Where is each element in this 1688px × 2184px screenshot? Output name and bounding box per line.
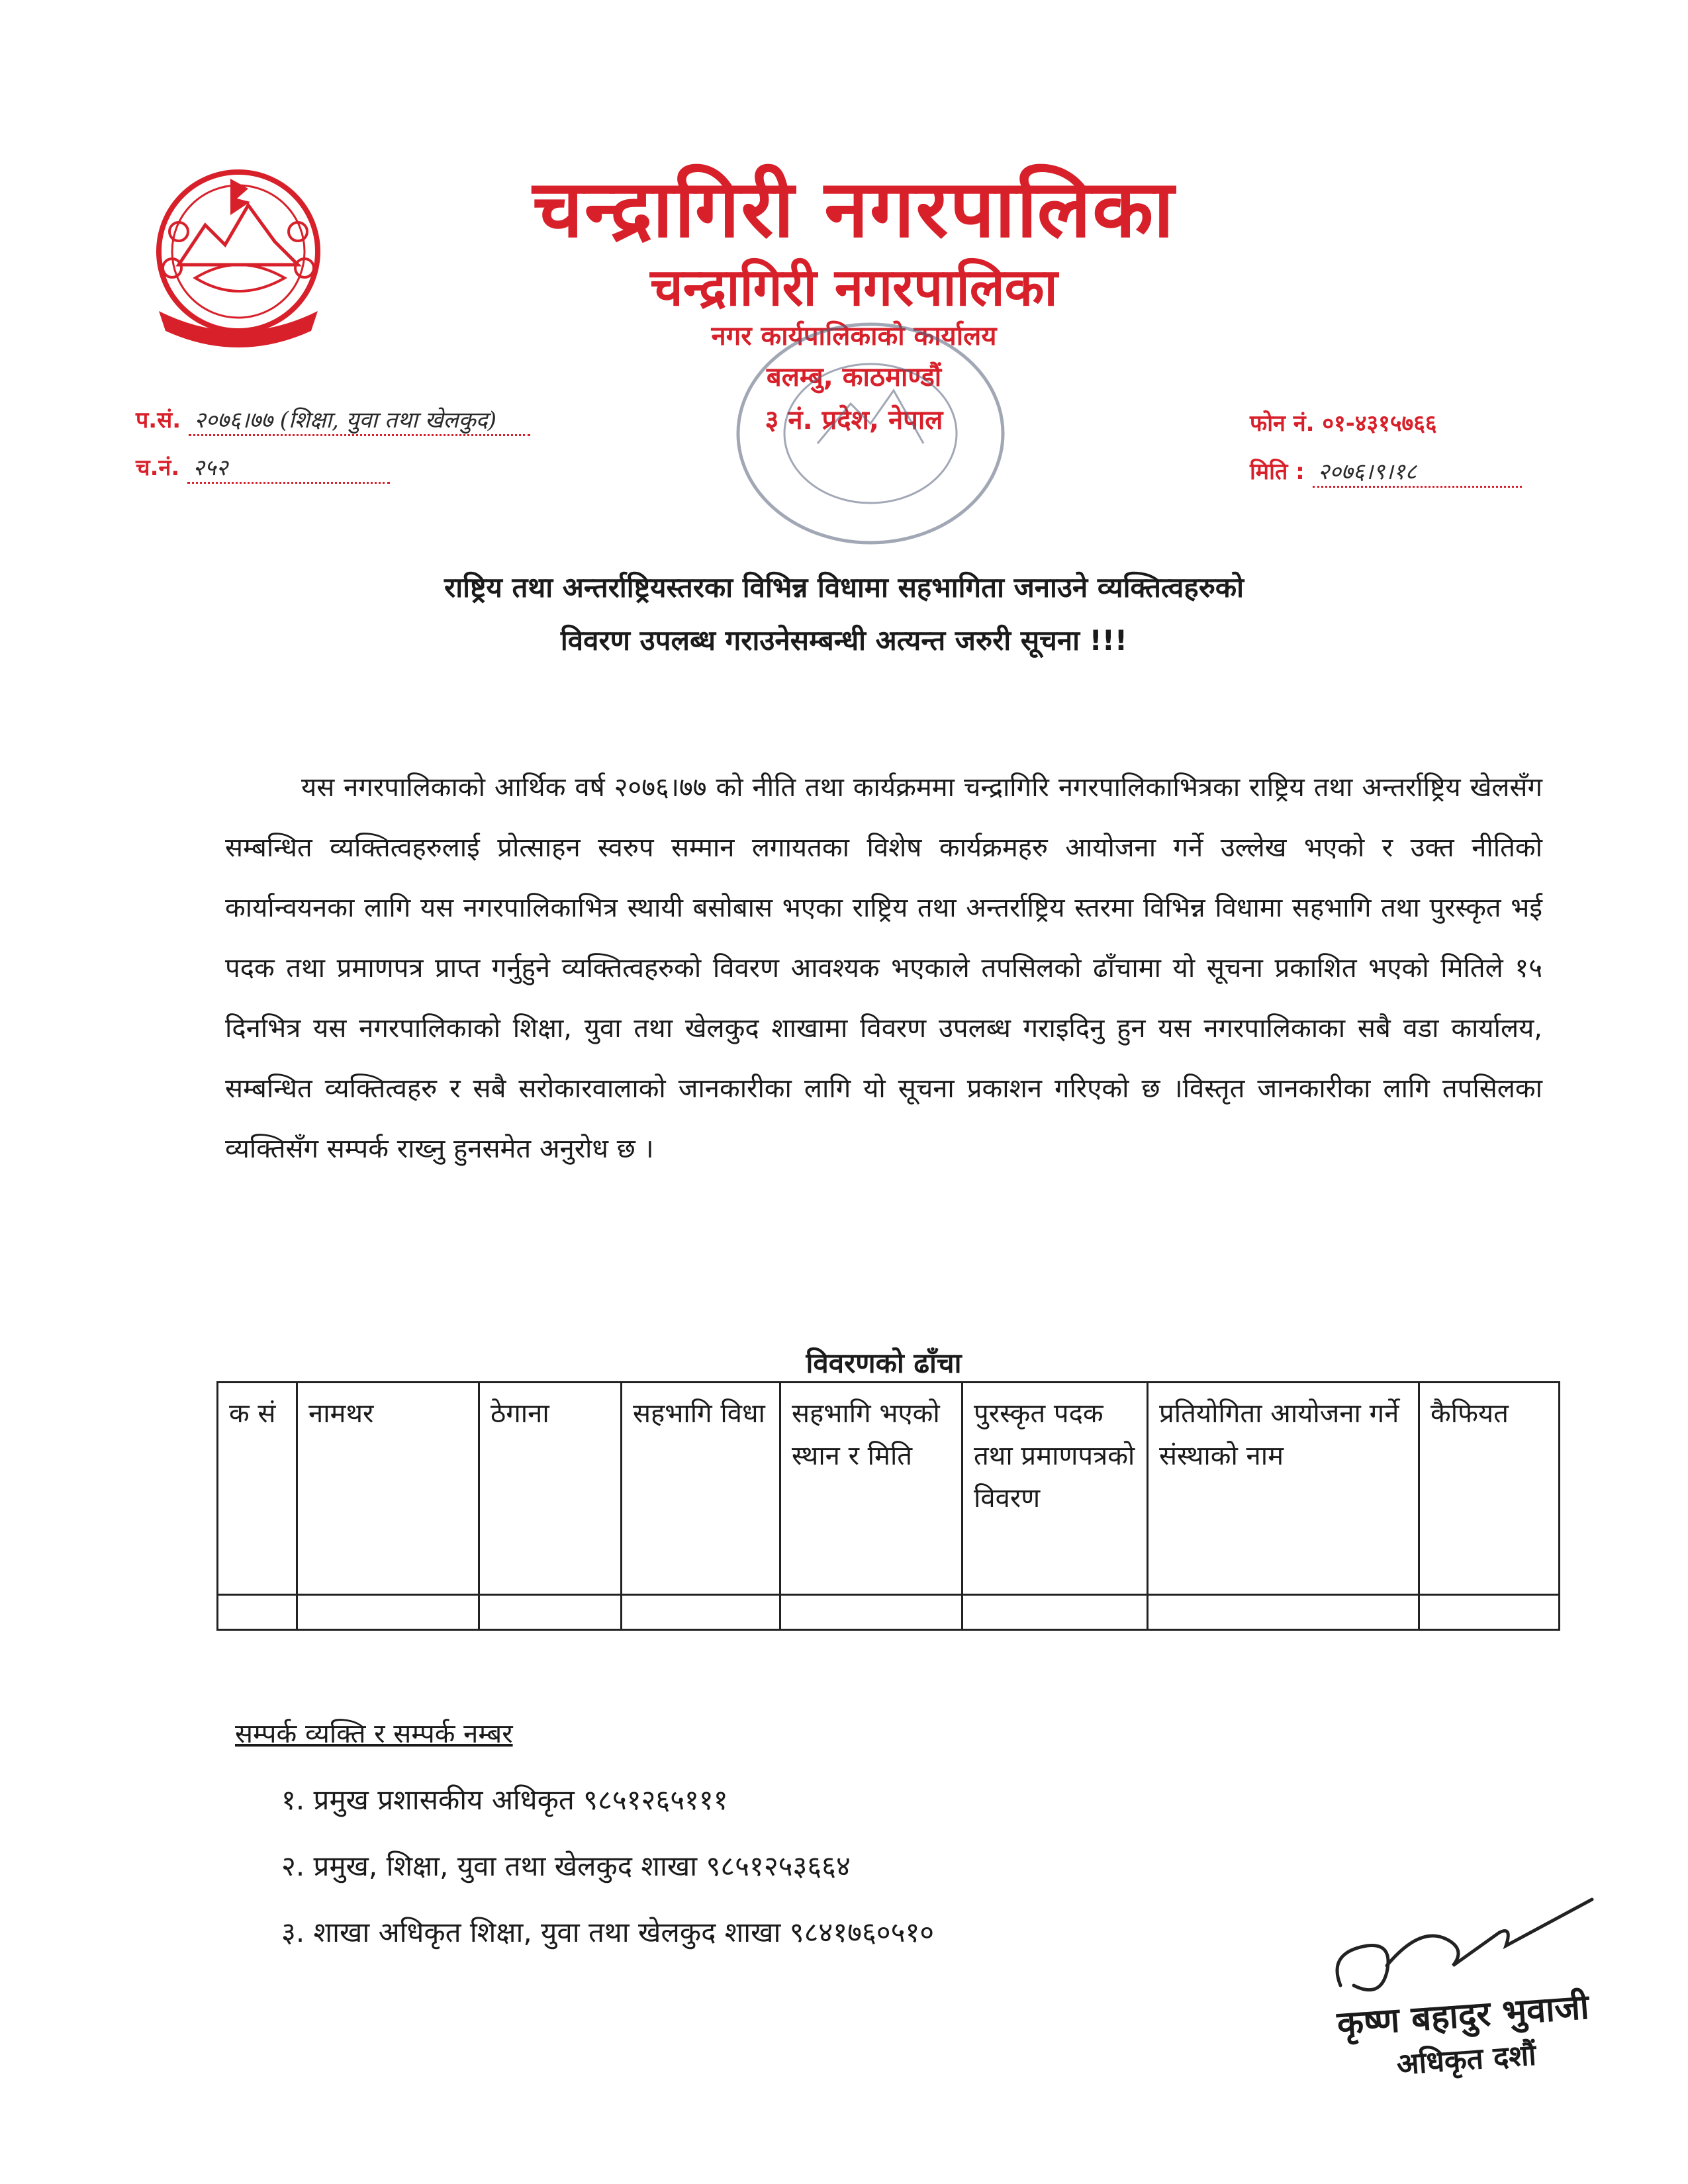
form-title: विवरणको ढाँचा <box>806 1347 962 1379</box>
dispatch-value: २५२ <box>187 451 390 484</box>
table-cell <box>479 1595 622 1630</box>
reference-label: प.सं. <box>136 407 181 433</box>
table-cell <box>780 1595 962 1630</box>
contact-item: १. प्रमुख प्रशासकीय अधिकृत ९८५१२६५१११ <box>281 1784 728 1816</box>
col-organizer: प्रतियोगिता आयोजना गर्ने संस्थाको नाम <box>1148 1383 1419 1595</box>
col-serial: क सं <box>218 1383 297 1595</box>
notice-heading-line2: विवरण उपलब्ध गराउनेसम्बन्धी अत्यन्त जरुरी सूचना !!! <box>560 624 1128 657</box>
date-label: मिति : <box>1250 459 1305 485</box>
contacts-title: सम्पर्क व्यक्ति र सम्पर्क नम्बर <box>235 1719 513 1749</box>
office-province: ३ नं. प्रदेश, नेपाल <box>765 405 943 435</box>
form-empty-row <box>218 1595 1560 1630</box>
table-cell <box>218 1595 297 1630</box>
office-address: बलम्बु, काठमाण्डौं <box>766 362 942 392</box>
form-header-row <box>218 1383 1560 1595</box>
col-remarks: कैफियत <box>1419 1383 1560 1595</box>
contact-item: ३. शाखा अधिकृत शिक्षा, युवा तथा खेलकुद शाखा ९८४१७६०५१० <box>281 1916 935 1948</box>
col-award: पुरस्कृत पदक तथा प्रमाणपत्रको विवरण <box>962 1383 1148 1595</box>
col-name: नामथर <box>297 1383 479 1595</box>
col-address: ठेगाना <box>479 1383 622 1595</box>
table-cell <box>962 1595 1148 1630</box>
table-cell <box>297 1595 479 1630</box>
reference-value: २०७६।७७ (शिक्षा, युवा तथा खेलकुद) <box>189 404 530 436</box>
table-cell <box>622 1595 780 1630</box>
municipality-subtitle: चन्द्रागिरी नगरपालिका <box>650 258 1058 318</box>
details-form-table <box>216 1381 1560 1631</box>
table-cell <box>1148 1595 1419 1630</box>
reference-number <box>136 404 530 436</box>
office-name: नगर कार्यपालिकाको कार्यालय <box>711 321 997 351</box>
signatory-name: कृष्ण बहादुर भुवाजी <box>1335 1987 1591 2045</box>
notice-date <box>1250 455 1522 488</box>
col-discipline: सहभागि विधा <box>622 1383 780 1595</box>
col-place-date: सहभागि भएको स्थान र मिति <box>780 1383 962 1595</box>
nepal-emblem-icon <box>132 152 344 357</box>
dispatch-label: च.नं. <box>136 455 180 481</box>
notice-body: यस नगरपालिकाको आर्थिक वर्ष २०७६।७७ को नीति तथा कार्यक्रममा चन्द्रागिरि नगरपालिकाभित्रका राष्ट्रिय तथा अन्तर्राष्ट्रिय खेलसँग सम्बन्धित व्यक्तित्वहरुलाई प्रोत्साहन स्वरुप सम्मान लगायतका विशेष कार्यक्रमहरु आयोजना गर्ने उल्लेख भएको र उक्त नीतिको कार्यान्वयनका लागि यस नगरपालिकाभित्र स्थायी बसोबास भएका राष्ट्रिय तथा अन्तर्राष्ट्रिय स्तरमा विभिन्न विधामा सहभागि तथा पुरस्कृत भई पदक तथा प्रमाणपत्र प्राप्त गर्नुहुने व्यक्तित्वहरुको विवरण आवश्यक भएकाले तपसिलको ढाँचामा यो सूचना प्रकाशित भएको मितिले १५ दिनभित्र यस नगरपालिकाको शिक्षा, युवा तथा खेलकुद शाखामा विवरण उपलब्ध गराइदिनु हुन यस नगरपालिकाका सबै वडा कार्यालय, सम्बन्धित व्यक्तित्वहरु र सबै सरोकारवालाको जानकारीका लागि यो सूचना प्रकाशन गरिएको छ ।विस्तृत जानकारीका लागि तपसिलका व्यक्तिसँग सम्पर्क राख्नु हुनसमेत अनुरोध छ । <box>225 772 1542 1164</box>
contact-item: २. प्रमुख, शिक्षा, युवा तथा खेलकुद शाखा ९८५१२५३६६४ <box>281 1850 851 1882</box>
office-stamp-icon <box>718 311 1023 556</box>
notice-heading-line1: राष्ट्रिय तथा अन्तर्राष्ट्रियस्तरका विभिन्न विधामा सहभागिता जनाउने व्यक्तित्वहरुको <box>444 571 1244 604</box>
phone-number: फोन नं. ०१-४३१५७६६ <box>1250 410 1437 437</box>
signatory-title: अधिकृत दशौं <box>1395 2038 1538 2082</box>
table-cell <box>1419 1595 1560 1630</box>
date-value: २०७६।९।१८ <box>1313 455 1522 488</box>
municipality-title: चन्द्रागिरी नगरपालिका <box>532 163 1176 255</box>
dispatch-number <box>136 451 390 484</box>
